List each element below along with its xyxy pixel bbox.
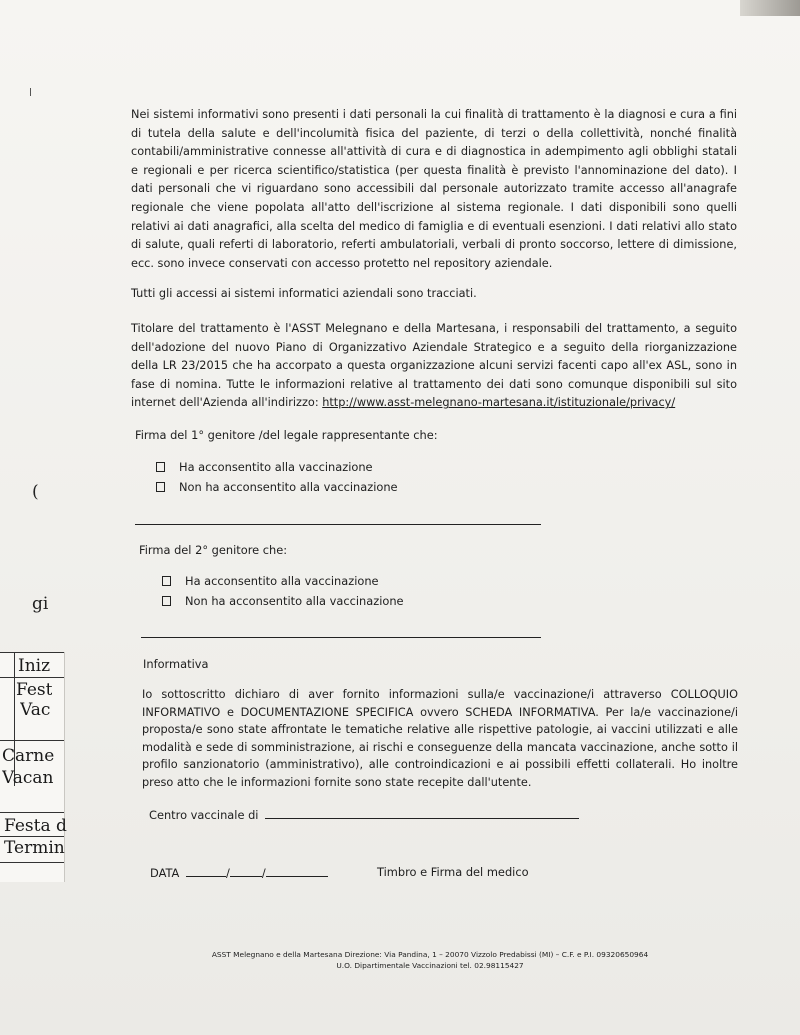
parent1-signature-label: Firma del 1° genitore /del legale rappresentante che:: [135, 428, 438, 442]
parent2-consent-yes[interactable]: [162, 574, 379, 588]
date-row: [150, 865, 328, 880]
underlying-item: Fest: [16, 680, 53, 700]
privacy-link[interactable]: http://www.asst-melegnano-martesana.it/istituzionale/privacy/: [322, 396, 676, 410]
data-controller-text: Titolare del trattamento è l'ASST Melegnano e della Martesana, i responsabili del trattamento, a seguito dell'adozione del nuovo Piano di Organizzativo Aziendale Strategico e a seguito della riorganizzazione della LR 23/2015 che ha accorpato a questa organizzazione alcuni servizi facenti capo all'ex ASL, sono in fase di nomina. Tutte le informazioni relative al trattamento dei dati sono comunque disponibili sul sito internet dell'Azienda all'indirizzo:: [131, 322, 737, 410]
table-rule: [0, 652, 64, 653]
centro-vaccinale-field[interactable]: [265, 807, 579, 819]
checkbox[interactable]: [156, 482, 165, 492]
underlying-item: Festa d: [4, 816, 67, 836]
informativa-paragraph: Io sottoscritto dichiaro di aver fornito informazioni sulla/e vaccinazione/i attraverso COLLOQUIO INFORMATIVO e DOCUMENTAZIONE SPECIFICA ovvero SCHEDA INFORMATIVA. Per la/e vaccinazione/i proposta/e sono state affrontate le tematiche relative alle rispettive patologie, ai vaccini utilizzati e alle modalità e sede di somministrazione, ai rischi e conseguenze della mancata vaccinazione, anche sotto il profilo sanzionatorio (amministrativo), alle controindicazioni e ai possibili effetti collaterali. Ho inoltre preso atto che le informazioni fornite sono state recepite dall'utente.: [142, 688, 738, 789]
table-rule: [0, 677, 64, 678]
checkbox[interactable]: [156, 462, 165, 472]
date-year-field[interactable]: [266, 865, 328, 877]
table-rule: [0, 862, 64, 863]
footer-department: U.O. Dipartimentale Vaccinazioni tel. 02.98115427: [336, 961, 524, 970]
access-tracking-paragraph: Tutti gli accessi ai sistemi informatici aziendali sono tracciati.: [131, 287, 477, 300]
option-label: Ha acconsentito alla vaccinazione: [179, 460, 373, 474]
page-corner-shadow: [740, 0, 800, 16]
option-label: Non ha acconsentito alla vaccinazione: [185, 594, 404, 608]
doctor-stamp-signature-label: Timbro e Firma del medico: [377, 865, 529, 879]
centro-vaccinale-row: [149, 807, 579, 822]
date-separator: /: [261, 866, 266, 880]
footer-address: ASST Melegnano e della Martesana Direzione: Via Pandina, 1 – 20070 Vizzolo Predabissi (MI) – C.F. e P.I. 09320650964: [211, 950, 649, 959]
parent2-consent-no[interactable]: [162, 594, 404, 608]
underlying-item: Carne: [2, 746, 55, 766]
underlying-item: Vac: [20, 700, 51, 720]
checkbox[interactable]: [162, 576, 171, 586]
table-rule: [0, 740, 64, 741]
table-rule: [0, 812, 64, 813]
underlying-item: Vacan: [2, 768, 54, 788]
date-month-field[interactable]: [230, 865, 262, 877]
underlying-item: Termin: [4, 838, 65, 858]
informativa-title: Informativa: [143, 657, 209, 671]
underlying-paren: (: [32, 482, 39, 502]
underlying-item: Iniz: [18, 656, 51, 676]
underlying-word: gi: [32, 594, 49, 614]
margin-mark: [30, 88, 31, 96]
option-label: Ha acconsentito alla vaccinazione: [185, 574, 379, 588]
date-label: DATA: [150, 866, 180, 880]
parent2-signature-label: Firma del 2° genitore che:: [139, 543, 288, 557]
checkbox[interactable]: [162, 596, 171, 606]
table-rule: [0, 836, 64, 837]
option-label: Non ha acconsentito alla vaccinazione: [179, 480, 398, 494]
parent1-signature-line[interactable]: [135, 524, 541, 525]
centro-vaccinale-label: Centro vaccinale di: [149, 808, 259, 822]
date-separator: /: [225, 866, 230, 880]
parent1-consent-no[interactable]: [156, 480, 398, 494]
parent2-signature-line[interactable]: [141, 637, 541, 638]
privacy-paragraph: Nei sistemi informativi sono presenti i dati personali la cui finalità di trattamento è la diagnosi e cura a fini di tutela della salute e dell'incolumità fisica del paziente, di terzi o della collettività, nonché finalità contabili/amministrative connesse all'attività di cura e di diagnostica in adempimento agli obblighi statali e regionali e per ricerca scientifico/statistica (per questa finalità è previsto l'annominazione del dato). I dati personali che vi riguardano sono accessibili dal personale autorizzato tramite accesso all'anagrafe regionale che viene popolata all'atto dell'iscrizione al sistema regionale. I dati disponibili sono quelli relativi ai dati anagrafici, alla scelta del medico di famiglia e di eventuali esenzioni. I dati relativi allo stato di salute, quali referti di laboratorio, referti ambulatoriali, verbali di pronto soccorso, lettere di dimissione, ecc. sono invece conservati con accesso protetto nel repository aziendale.: [131, 108, 737, 270]
date-day-field[interactable]: [186, 865, 226, 877]
parent1-consent-yes[interactable]: [156, 460, 373, 474]
data-controller-paragraph: [131, 320, 737, 413]
underlying-paper: [0, 652, 65, 882]
